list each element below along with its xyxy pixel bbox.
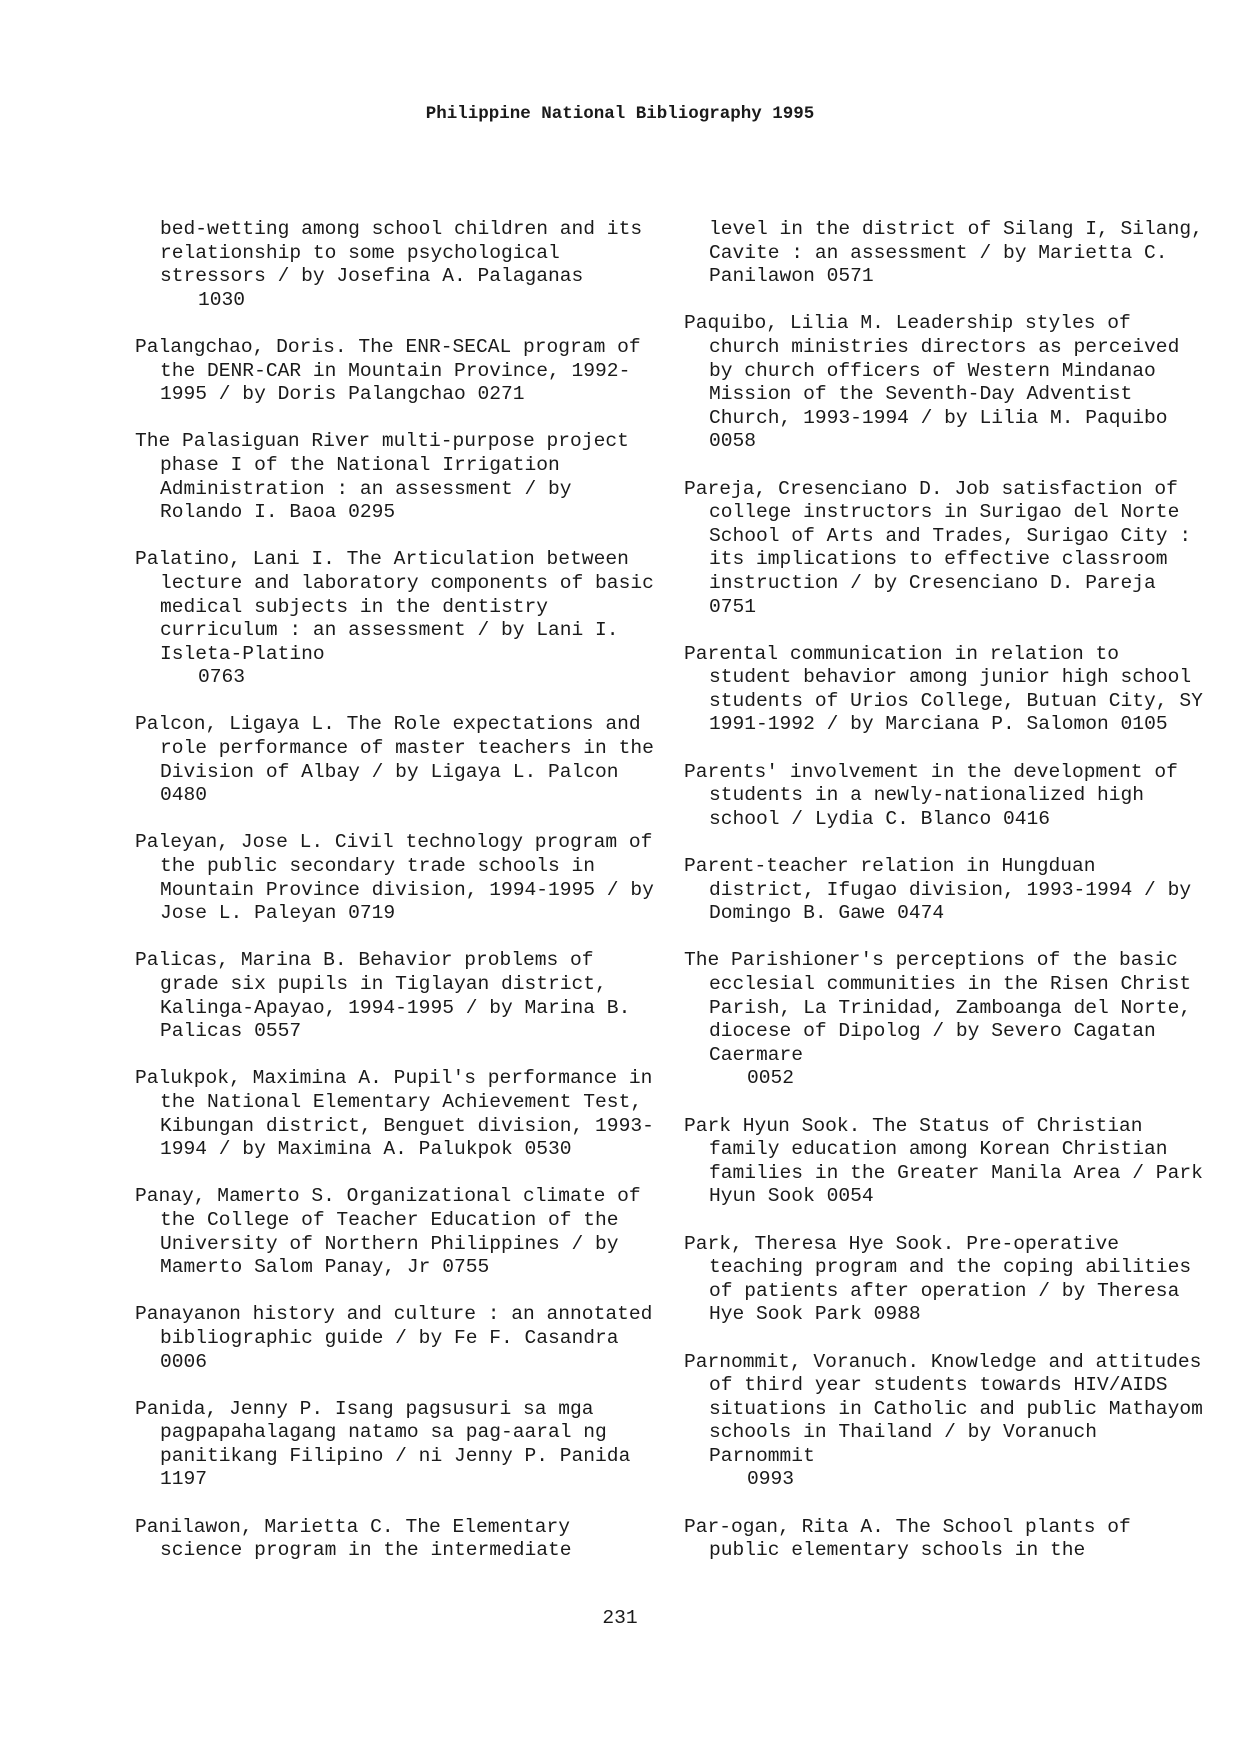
bib-entry xyxy=(135,1303,655,1374)
entry-code: 0271 xyxy=(477,383,525,406)
bib-entry xyxy=(135,1067,655,1161)
entry-code: 0295 xyxy=(348,501,396,524)
entry-code: 0557 xyxy=(254,1020,302,1043)
entry-code: 0530 xyxy=(524,1138,572,1161)
entry-text: Palangchao, Doris. The ENR-SECAL program of the DENR-CAR in Mountain Province, 1992-1995 / by Doris Palangchao xyxy=(135,335,641,406)
entry-text: bed-wetting among school children and its relationship to some psychological stressors / by Josefina A. Palaganas xyxy=(160,218,643,288)
bib-entry xyxy=(684,1516,1204,1563)
entry-text: level in the district of Silang I, Silang, Cavite : an assessment / by Marietta C. Panilawon xyxy=(709,218,1203,288)
entry-code: 0054 xyxy=(826,1185,874,1208)
entry-text: Paleyan, Jose L. Civil technology program of the public secondary trade schools in Mountain Province division, 1994-1995 / by Jose L. Paleyan xyxy=(135,831,654,925)
entry-text: Paquibo, Lilia M. Leadership styles of church ministries directors as perceived by church officers of Western Mindanao Mission of the Seventh-Day Adventist Church, 1993-1994 / by Lilia M. Paquibo xyxy=(684,312,1180,429)
left-column xyxy=(135,218,655,1586)
bib-entry xyxy=(684,1351,1204,1493)
entry-text: Palcon, Ligaya L. The Role expectations and role performance of master teachers in the Division of Albay / by Ligaya L. Palcon xyxy=(135,713,654,783)
entry-code: 0751 xyxy=(709,595,757,618)
bib-entry xyxy=(135,949,655,1043)
bib-entry xyxy=(135,1398,655,1492)
bib-entry xyxy=(135,831,655,925)
page-number: 231 xyxy=(602,1607,638,1629)
entry-text: Panilawon, Marietta C. The Elementary science program in the intermediate xyxy=(135,1515,572,1562)
entry-code: 0755 xyxy=(442,1256,490,1279)
entry-text: The Palasiguan River multi-purpose project phase I of the National Irrigation Administration : an assessment / by Rolando I. Baoa xyxy=(135,430,629,524)
bib-entry xyxy=(135,1185,655,1279)
bib-entry xyxy=(684,478,1204,620)
bib-entry xyxy=(135,548,655,690)
entry-code: 0474 xyxy=(897,902,945,925)
entry-text: Panida, Jenny P. Isang pagsusuri sa mga pagpapahalagang natamo sa pag-aaral ng panitikang Filipino / ni Jenny P. Panida xyxy=(135,1397,631,1467)
entry-code: 0052 xyxy=(747,1067,795,1090)
page-header-title: Philippine National Bibliography 1995 xyxy=(425,104,815,124)
entry-text: Park Hyun Sook. The Status of Christian family education among Korean Christian families in the Greater Manila Area / Park Hyun Sook xyxy=(684,1114,1203,1208)
bib-entry xyxy=(135,218,655,312)
bib-entry xyxy=(684,1233,1204,1327)
entry-code: 1030 xyxy=(198,288,246,311)
bib-entry xyxy=(684,218,1204,289)
entry-text: Parents' involvement in the development of students in a newly-nationalized high school / Lydia C. Blanco xyxy=(684,760,1178,830)
bib-entry xyxy=(135,1516,655,1563)
entry-text: Palukpok, Maximina A. Pupil's performance in the National Elementary Achievement Test, Kibungan district, Benguet division, 1993-1994 / by Maximina A. Palukpok xyxy=(135,1067,654,1161)
bib-entry xyxy=(135,430,655,524)
entry-code: 0571 xyxy=(826,265,874,288)
entry-text: Par-ogan, Rita A. The School plants of public elementary schools in the xyxy=(684,1515,1131,1562)
entry-code: 0988 xyxy=(873,1303,921,1326)
entry-text: Parent-teacher relation in Hungduan district, Ifugao division, 1993-1994 / by Domingo B. Gawe xyxy=(684,855,1192,925)
entry-code: 0058 xyxy=(709,430,757,453)
entry-code: 0719 xyxy=(348,902,396,925)
entry-text: Palicas, Marina B. Behavior problems of grade six pupils in Tiglayan district, Kalinga-Apayao, 1994-1995 / by Marina B. Palicas xyxy=(135,949,631,1043)
entry-text: Park, Theresa Hye Sook. Pre-operative teaching program and the coping abilities of patients after operation / by Theresa Hye Sook Park xyxy=(684,1232,1192,1326)
bib-entry xyxy=(684,312,1204,454)
entry-text: Palatino, Lani I. The Articulation between lecture and laboratory components of basic medical subjects in the dentistry curriculum : an assessment / by Lani I. Isleta-Platino xyxy=(135,548,654,665)
right-column xyxy=(684,218,1204,1586)
bib-entry xyxy=(135,336,655,407)
bib-entry xyxy=(684,855,1204,926)
bib-entry xyxy=(684,1115,1204,1209)
entry-code: 0105 xyxy=(1120,713,1168,736)
entry-code: 0006 xyxy=(160,1350,208,1373)
entry-text: Panay, Mamerto S. Organizational climate of the College of Teacher Education of the University of Northern Philippines / by Mamerto Salom Panay, Jr xyxy=(135,1185,641,1279)
entry-code: 0993 xyxy=(747,1468,795,1491)
bib-entry xyxy=(135,713,655,807)
entry-code: 1197 xyxy=(160,1468,208,1491)
bib-entry xyxy=(684,949,1204,1091)
entry-text: The Parishioner's perceptions of the basic ecclesial communities in the Risen Christ Parish, La Trinidad, Zamboanga del Norte, diocese of Dipolog / by Severo Cagatan Caermare xyxy=(684,949,1192,1066)
entry-text: Panayanon history and culture : an annotated bibliographic guide / by Fe F. Casandra xyxy=(135,1303,653,1349)
bib-entry xyxy=(684,643,1204,737)
entry-code: 0480 xyxy=(160,784,208,807)
entry-text: Pareja, Cresenciano D. Job satisfaction of college instructors in Surigao del Norte School of Arts and Trades, Surigao City : its implications to effective classroom instruction / by Cresenciano D. Pareja xyxy=(684,477,1192,594)
entry-text: Parental communication in relation to student behavior among junior high school students of Urios College, Butuan City, SY 1991-1992 / by Marciana P. Salomon xyxy=(684,642,1203,736)
entry-text: Parnommit, Voranuch. Knowledge and attitudes of third year students towards HIV/AIDS situations in Catholic and public Mathayom schools in Thailand / by Voranuch Parnommit xyxy=(684,1350,1203,1467)
entry-code: 0763 xyxy=(198,666,246,689)
bib-entry xyxy=(684,761,1204,832)
entry-code: 0416 xyxy=(1002,807,1051,830)
